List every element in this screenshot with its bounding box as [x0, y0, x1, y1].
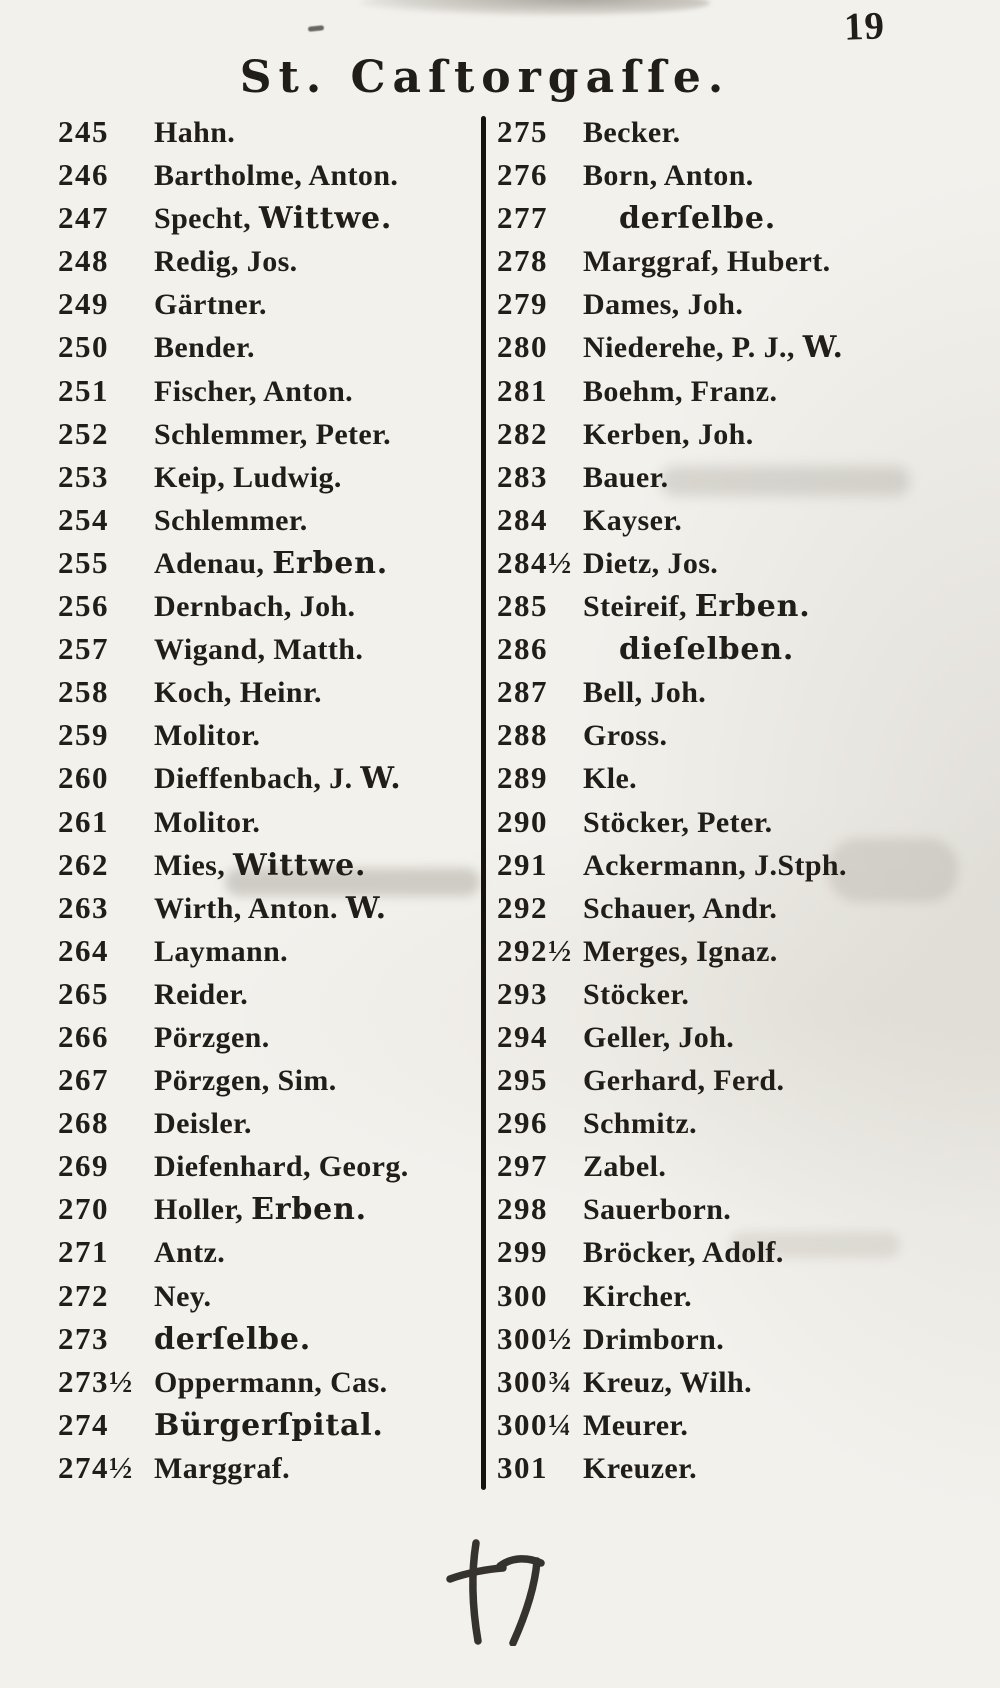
house-number: 277 [497, 200, 548, 236]
resident-name [154, 111, 235, 154]
resident-name-text: Gerhard, Ferd. [583, 1064, 785, 1098]
resident-name-fraktur-text: Erben. [251, 1192, 367, 1228]
resident-name-text: Pörzgen, Sim. [154, 1064, 337, 1098]
resident-name [154, 585, 355, 628]
resident-name [583, 1188, 731, 1231]
directory-entry [497, 843, 997, 886]
house-number: 278 [497, 243, 548, 279]
house-number: 264 [58, 932, 109, 968]
directory-entry [58, 756, 478, 799]
resident-name [583, 973, 689, 1016]
resident-name-fraktur-text: derſelbe. [619, 201, 776, 237]
resident-name [154, 154, 398, 197]
resident-name [154, 887, 387, 930]
resident-name [154, 240, 298, 283]
directory-entry [58, 498, 478, 541]
directory-entry [497, 498, 997, 541]
resident-name [154, 1404, 384, 1447]
directory-entry [497, 239, 997, 282]
resident-name-text: Adenau, [154, 546, 273, 580]
resident-name-text: Geller, Joh. [583, 1020, 735, 1054]
resident-name-text: Schmitz. [583, 1107, 698, 1141]
house-number: 269 [58, 1148, 109, 1184]
house-number: 249 [58, 286, 109, 322]
house-number: 256 [58, 588, 109, 624]
resident-name [154, 1318, 311, 1361]
resident-name [154, 1361, 388, 1404]
house-number: 286 [497, 631, 548, 667]
resident-name-text: Kircher. [583, 1279, 693, 1313]
resident-name [583, 1145, 666, 1188]
resident-name-text: Ney. [154, 1279, 212, 1313]
resident-name-text: Kreuzer. [583, 1451, 698, 1485]
directory-entry [58, 1144, 478, 1187]
resident-name-text: Wigand, Matth. [154, 633, 364, 667]
resident-name-fraktur-text: Wittwe. [233, 847, 367, 883]
house-number: 251 [58, 372, 109, 408]
resident-name-text: Deisler. [154, 1107, 252, 1141]
directory-entry [497, 756, 997, 799]
directory-entry [497, 412, 997, 455]
resident-name-text: Sauerborn. [583, 1193, 732, 1227]
handwritten-mark [443, 1538, 561, 1646]
directory-entry [58, 1058, 478, 1101]
resident-name-text: Oppermann, Cas. [154, 1365, 388, 1399]
house-number: 281 [497, 372, 548, 408]
resident-name [583, 1059, 784, 1102]
resident-name-text: Kerben, Joh. [583, 417, 754, 451]
house-number: 292 [497, 889, 548, 925]
house-number: 294 [497, 1018, 548, 1054]
directory-entry [497, 800, 997, 843]
resident-name-fraktur-text: W. [802, 330, 844, 366]
resident-name-text: Reider. [154, 977, 249, 1011]
resident-name [154, 973, 248, 1016]
house-number: 260 [58, 760, 109, 796]
resident-name-text: Fischer, Anton. [154, 374, 354, 408]
resident-name [154, 628, 363, 671]
resident-name-text: Kle. [583, 762, 638, 796]
resident-name [619, 197, 776, 240]
resident-name [583, 1361, 752, 1404]
directory-entry [497, 1230, 997, 1273]
house-number: 280 [497, 329, 548, 365]
resident-name [154, 1059, 337, 1102]
resident-name-text: Bauer. [583, 460, 669, 494]
resident-name-fraktur-text: Bürgerſpital. [154, 1407, 384, 1443]
resident-name [583, 1275, 692, 1318]
resident-name [583, 801, 773, 844]
directory-entry [58, 1403, 478, 1446]
resident-name [583, 542, 718, 585]
directory-entry [497, 1187, 997, 1230]
resident-name [154, 671, 322, 714]
house-number: 300 [497, 1277, 548, 1313]
house-number: 300½ [497, 1320, 573, 1356]
directory-entry [58, 153, 478, 196]
house-number: 266 [58, 1018, 109, 1054]
directory-entry [58, 455, 478, 498]
resident-name [583, 1447, 697, 1490]
resident-name [154, 1102, 252, 1145]
resident-name [154, 714, 260, 757]
house-number: 245 [58, 114, 109, 149]
directory-entry [58, 1101, 478, 1144]
house-number: 290 [497, 803, 548, 839]
resident-name-text: Schlemmer. [154, 503, 308, 537]
house-number: 300¼ [497, 1406, 573, 1442]
resident-name-fraktur-text: dieſelben. [619, 632, 795, 668]
house-number: 262 [58, 846, 109, 882]
directory-entry [58, 541, 478, 584]
resident-name-text: Keip, Ludwig. [154, 460, 342, 494]
resident-name [583, 370, 777, 413]
house-number: 252 [58, 415, 109, 451]
resident-name-text: Bell, Joh. [583, 676, 707, 710]
directory-entry [497, 369, 997, 412]
resident-name [583, 1404, 688, 1447]
resident-name-text: Kayser. [583, 503, 683, 537]
house-number: 263 [58, 889, 109, 925]
house-number: 275 [497, 114, 548, 149]
resident-name-text: Laymann. [154, 934, 289, 968]
resident-name [583, 499, 682, 542]
resident-name [583, 326, 844, 369]
page-number: 19 [843, 4, 886, 49]
directory-entry [58, 1360, 478, 1403]
resident-name-text: Schlemmer, Peter. [154, 417, 392, 451]
resident-name [154, 844, 366, 887]
resident-name [154, 1145, 409, 1188]
house-number: 259 [58, 717, 109, 753]
resident-name [583, 240, 831, 283]
directory-entry [497, 972, 997, 1015]
house-number: 255 [58, 544, 109, 580]
house-number: 292½ [497, 932, 573, 968]
directory-entry [497, 886, 997, 929]
house-number: 284 [497, 501, 548, 537]
resident-name [583, 757, 637, 800]
resident-name [154, 1016, 270, 1059]
resident-name-text: Mies, [154, 848, 234, 882]
resident-name [154, 413, 391, 456]
directory-column-right [497, 110, 997, 1489]
directory-entry [497, 1274, 997, 1317]
directory-entry [58, 886, 478, 929]
directory-entry [497, 1101, 997, 1144]
house-number: 274 [58, 1406, 109, 1442]
resident-name-text: Holler, [154, 1193, 252, 1227]
house-number: 258 [58, 674, 109, 710]
resident-name-text: Stöcker, Peter. [583, 805, 773, 839]
resident-name [583, 283, 743, 326]
resident-name [154, 283, 267, 326]
column-divider-rule [481, 116, 486, 1490]
house-number: 295 [497, 1062, 548, 1098]
resident-name-text: Stöcker. [583, 977, 690, 1011]
resident-name [154, 801, 260, 844]
resident-name-fraktur-text: derſelbe. [154, 1321, 311, 1357]
directory-column-left [58, 110, 478, 1489]
resident-name-text: Ackermann, J.Stph. [583, 848, 847, 882]
resident-name-text: Molitor. [154, 805, 261, 839]
resident-name-text: Bartholme, Anton. [154, 159, 399, 193]
resident-name [154, 1188, 367, 1231]
directory-entry [497, 1317, 997, 1360]
resident-name-text: Dietz, Jos. [583, 546, 719, 580]
directory-entry [497, 1360, 997, 1403]
directory-entry [497, 325, 997, 368]
house-number: 283 [497, 458, 548, 494]
resident-name-text: Wirth, Anton. [154, 891, 346, 925]
directory-entry [58, 325, 478, 368]
page-title: St. Caſtorgaſſe. [239, 52, 731, 103]
directory-entry [497, 1015, 997, 1058]
directory-entry [497, 1403, 997, 1446]
resident-name [583, 111, 681, 154]
resident-name-text: Specht, [154, 202, 259, 236]
resident-name-text: Gärtner. [154, 288, 267, 322]
resident-name-fraktur-text: W. [360, 761, 402, 797]
house-number: 288 [497, 717, 548, 753]
resident-name [583, 930, 778, 973]
directory-entry [58, 972, 478, 1015]
house-number: 254 [58, 501, 109, 537]
resident-name-text: Becker. [583, 116, 681, 149]
resident-name-text: Kreuz, Wilh. [583, 1365, 752, 1399]
directory-entry [497, 627, 997, 670]
resident-name [583, 456, 668, 499]
house-number: 273½ [58, 1363, 134, 1399]
house-number: 246 [58, 157, 109, 193]
directory-entry [497, 196, 997, 239]
resident-name [154, 1447, 290, 1490]
resident-name-text: Born, Anton. [583, 159, 754, 193]
resident-name [154, 499, 308, 542]
house-number: 257 [58, 631, 109, 667]
directory-entry [497, 455, 997, 498]
resident-name [154, 456, 342, 499]
house-number: 279 [497, 286, 548, 322]
house-number: 267 [58, 1062, 109, 1098]
resident-name [154, 757, 401, 800]
house-number: 297 [497, 1148, 548, 1184]
resident-name-text: Schauer, Andr. [583, 891, 778, 925]
directory-entry [58, 196, 478, 239]
resident-name-fraktur-text: Erben. [272, 545, 389, 581]
house-number: 299 [497, 1234, 548, 1270]
resident-name-text: Niederehe, P. J., [583, 331, 803, 365]
resident-name-text: Boehm, Franz. [583, 374, 778, 408]
resident-name [583, 1318, 724, 1361]
resident-name-text: Merges, Ignaz. [583, 934, 778, 968]
house-number: 270 [58, 1191, 109, 1227]
resident-name-text: Drimborn. [583, 1322, 725, 1356]
house-number: 247 [58, 200, 109, 236]
directory-entry [497, 584, 997, 627]
resident-name [583, 1102, 697, 1145]
directory-entry [58, 110, 478, 153]
house-number: 261 [58, 803, 109, 839]
house-number: 248 [58, 243, 109, 279]
house-number: 300¾ [497, 1363, 573, 1399]
resident-name [619, 628, 794, 671]
directory-entry [497, 541, 997, 584]
directory-entry [497, 929, 997, 972]
resident-name [154, 370, 353, 413]
house-number: 272 [58, 1277, 109, 1313]
house-number: 265 [58, 975, 109, 1011]
resident-name-text: Dernbach, Joh. [154, 590, 356, 624]
directory-entry [58, 929, 478, 972]
directory-entry [58, 1446, 478, 1489]
resident-name-text: Meurer. [583, 1408, 689, 1442]
directory-entry [58, 369, 478, 412]
house-number: 253 [58, 458, 109, 494]
resident-name [583, 1231, 784, 1274]
resident-name-text: Molitor. [154, 719, 261, 753]
resident-name-text: Bender. [154, 331, 255, 365]
resident-name-text: Dieffenbach, J. [154, 762, 361, 796]
house-number: 268 [58, 1105, 109, 1141]
directory-entry [58, 627, 478, 670]
resident-name-text: Zabel. [583, 1150, 667, 1184]
directory-entry [497, 110, 997, 153]
house-number: 293 [497, 975, 548, 1011]
resident-name-text: Pörzgen. [154, 1020, 270, 1054]
ink-speck [308, 25, 324, 32]
directory-entry [58, 1187, 478, 1230]
resident-name-fraktur-text: Wittwe. [258, 201, 393, 237]
resident-name-text: Marggraf, Hubert. [583, 245, 831, 279]
house-number: 274½ [58, 1449, 134, 1485]
directory-entry [58, 1317, 478, 1360]
directory-entry [58, 800, 478, 843]
resident-name-text: Steireif, [583, 590, 695, 624]
directory-entry [497, 670, 997, 713]
resident-name-text: Diefenhard, Georg. [154, 1150, 409, 1184]
resident-name [154, 930, 288, 973]
resident-name [154, 1275, 211, 1318]
directory-entry [497, 282, 997, 325]
resident-name-fraktur-text: Erben. [694, 589, 811, 625]
directory-entry [58, 584, 478, 627]
resident-name-text: Dames, Joh. [583, 288, 744, 322]
directory-entry [58, 282, 478, 325]
resident-name [583, 585, 811, 628]
house-number: 250 [58, 329, 109, 365]
resident-name-text: Bröcker, Adolf. [583, 1236, 784, 1270]
resident-name [583, 413, 754, 456]
house-number: 282 [497, 415, 548, 451]
resident-name [154, 326, 255, 369]
resident-name [154, 542, 388, 585]
resident-name-text: Hahn. [154, 116, 236, 149]
directory-entry [58, 1274, 478, 1317]
resident-name [583, 714, 667, 757]
house-number: 298 [497, 1191, 548, 1227]
directory-entry [58, 412, 478, 455]
resident-name [154, 197, 392, 240]
house-number: 285 [497, 588, 548, 624]
resident-name [583, 154, 754, 197]
resident-name-text: Marggraf. [154, 1451, 291, 1485]
house-number: 276 [497, 157, 548, 193]
resident-name-text: Gross. [583, 719, 668, 753]
house-number: 284½ [497, 544, 573, 580]
ink-smudge-top [360, 0, 710, 16]
resident-name-text: Antz. [154, 1236, 226, 1270]
resident-name-text: Redig, Jos. [154, 245, 298, 279]
directory-entry [497, 153, 997, 196]
directory-entry [58, 670, 478, 713]
resident-name [583, 1016, 734, 1059]
directory-entry [58, 1015, 478, 1058]
directory-entry [58, 843, 478, 886]
directory-entry [58, 713, 478, 756]
house-number: 287 [497, 674, 548, 710]
house-number: 273 [58, 1320, 109, 1356]
directory-entry [497, 713, 997, 756]
directory-entry [497, 1058, 997, 1101]
resident-name-fraktur-text: W. [345, 890, 387, 926]
house-number: 296 [497, 1105, 548, 1141]
resident-name-text: Koch, Heinr. [154, 676, 322, 710]
house-number: 271 [58, 1234, 109, 1270]
house-number: 289 [497, 760, 548, 796]
directory-entry [58, 1230, 478, 1273]
resident-name [583, 671, 706, 714]
directory-entry [497, 1446, 997, 1489]
resident-name [154, 1231, 225, 1274]
house-number: 301 [497, 1449, 548, 1485]
resident-name [583, 844, 847, 887]
directory-entry [58, 239, 478, 282]
resident-name [583, 887, 777, 930]
directory-entry [497, 1144, 997, 1187]
house-number: 291 [497, 846, 548, 882]
